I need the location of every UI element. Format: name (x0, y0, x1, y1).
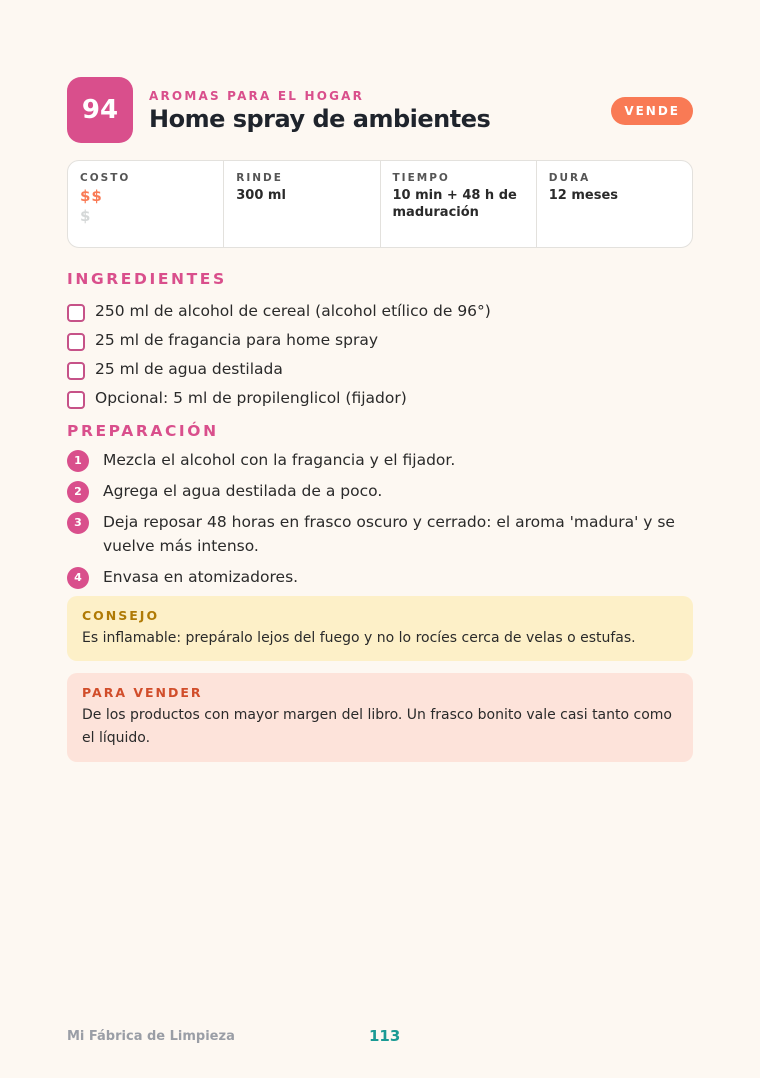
stat-cost (68, 161, 223, 247)
step-text: Agrega el agua destilada de a poco. (103, 482, 383, 500)
ingredient-item (67, 296, 693, 325)
ingredient-checkbox[interactable] (67, 333, 85, 351)
stat-lasts-value: 12 meses (548, 188, 619, 203)
step-number: 3 (67, 512, 89, 534)
sell-title: PARA VENDER (82, 685, 203, 700)
step-number: 1 (67, 450, 89, 472)
ingredients-list (67, 296, 693, 412)
stat-time (380, 161, 536, 247)
stat-yield (223, 161, 379, 247)
stat-lasts (536, 161, 692, 247)
ingredients-heading: INGREDIENTES (67, 270, 227, 288)
sell-text: De los productos con mayor margen del libro. Un frasco bonito vale casi tanto como el líquido. (82, 707, 672, 746)
ingredient-item (67, 325, 693, 354)
stat-time-value: 10 min + 48 h de maduración (392, 188, 517, 220)
recipe-category: AROMAS PARA EL HOGAR (149, 89, 365, 103)
step-number: 2 (67, 481, 89, 503)
stat-cost-label: COSTO (80, 172, 131, 184)
sell-badge: VENDE (611, 97, 693, 125)
step-number: 4 (67, 567, 89, 589)
recipe-title: Home spray de ambientes (149, 105, 491, 133)
step-item (67, 510, 693, 558)
tip-box (67, 596, 693, 661)
ingredient-checkbox[interactable] (67, 391, 85, 409)
recipe-page (67, 77, 693, 762)
sell-box (67, 673, 693, 762)
ingredient-item (67, 354, 693, 383)
recipe-header (67, 77, 693, 143)
step-text: Envasa en atomizadores. (103, 568, 299, 586)
stat-yield-label: RINDE (236, 172, 283, 184)
ingredient-text: 25 ml de agua destilada (95, 359, 283, 378)
ingredient-checkbox[interactable] (67, 304, 85, 322)
step-item (67, 448, 693, 472)
tip-text: Es inflamable: prepáralo lejos del fuego y no lo rocíes cerca de velas o estufas. (82, 630, 636, 646)
stat-yield-value: 300 ml (236, 188, 286, 203)
preparation-heading: PREPARACIÓN (67, 422, 219, 440)
preparation-steps (67, 448, 693, 589)
ingredient-checkbox[interactable] (67, 362, 85, 380)
step-item (67, 565, 693, 589)
step-text: Mezcla el alcohol con la fragancia y el fijador. (103, 451, 456, 469)
ingredient-text: 25 ml de fragancia para home spray (95, 330, 378, 349)
footer-brand: Mi Fábrica de Limpieza (67, 1029, 235, 1044)
page-number: 113 (369, 1027, 401, 1045)
stat-lasts-label: DURA (548, 172, 591, 184)
ingredient-text: 250 ml de alcohol de cereal (alcohol etílico de 96°) (95, 301, 491, 320)
stat-time-label: TIEMPO (392, 172, 450, 184)
ingredient-item (67, 383, 693, 412)
cost-active-icon: $$ (80, 187, 103, 205)
tip-title: CONSEJO (82, 608, 160, 623)
cost-inactive-icon: $ (80, 207, 91, 225)
step-item (67, 479, 693, 503)
recipe-number-badge: 94 (67, 77, 133, 143)
step-text: Deja reposar 48 horas en frasco oscuro y cerrado: el aroma 'madura' y se vuelve más intenso. (103, 513, 675, 555)
stats-panel (67, 160, 693, 248)
ingredient-text: Opcional: 5 ml de propilenglicol (fijador) (95, 388, 407, 407)
